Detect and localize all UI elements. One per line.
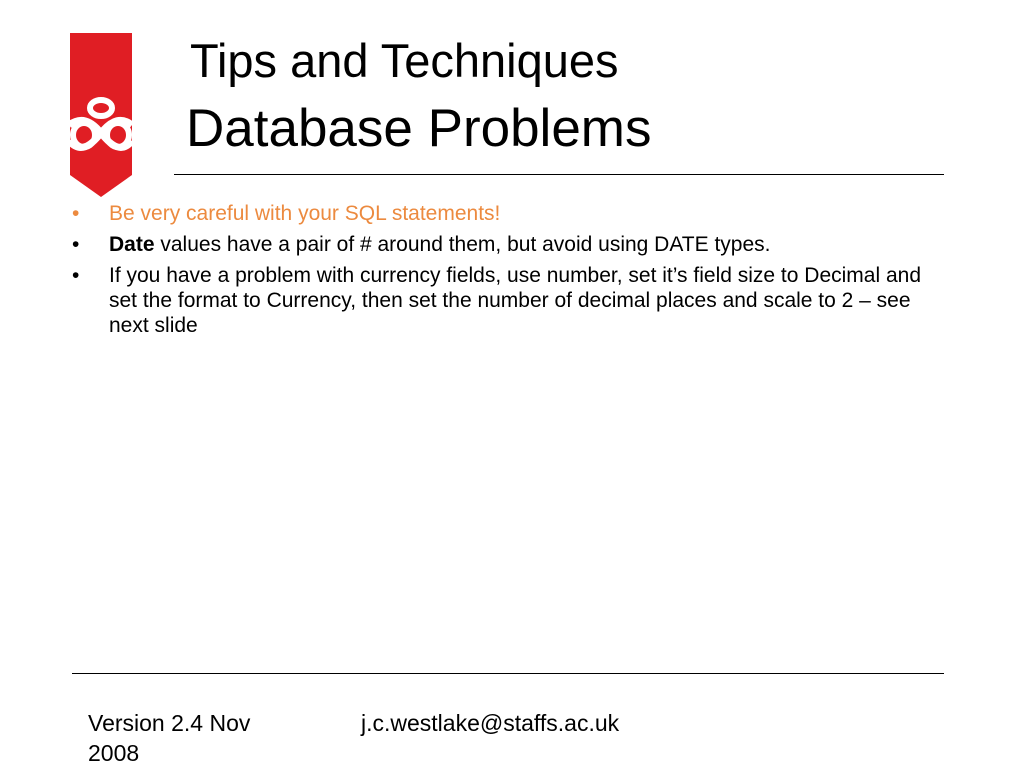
footer-version: Version 2.4 Nov 2008 xyxy=(88,710,251,766)
slide-subtitle: Database Problems xyxy=(186,99,652,158)
bullet-item xyxy=(72,263,932,338)
bullet-text: If you have a problem with currency fields, use number, set it’s field size to Decimal and set the format to Currency, then set the number of decimal places and scale to 2 – see next slide xyxy=(109,264,921,337)
bullet-item xyxy=(72,201,932,226)
footer-divider xyxy=(72,673,944,674)
university-crest-icon xyxy=(66,33,138,197)
bullet-bold-term: Date xyxy=(109,233,155,256)
title-divider xyxy=(174,174,944,175)
bullet-item xyxy=(72,232,932,257)
bullet-marker: • xyxy=(72,233,80,256)
slide-title: Tips and Techniques xyxy=(190,34,619,87)
bullet-marker: • xyxy=(72,202,80,225)
bullet-marker: • xyxy=(72,264,80,287)
bullet-text: Be very careful with your SQL statements! xyxy=(109,202,501,225)
bullet-text: values have a pair of # around them, but avoid using DATE types. xyxy=(154,233,771,256)
bullet-list xyxy=(72,201,932,344)
crest-shape xyxy=(66,33,138,197)
footer-email: j.c.westlake@staffs.ac.uk xyxy=(361,710,620,736)
